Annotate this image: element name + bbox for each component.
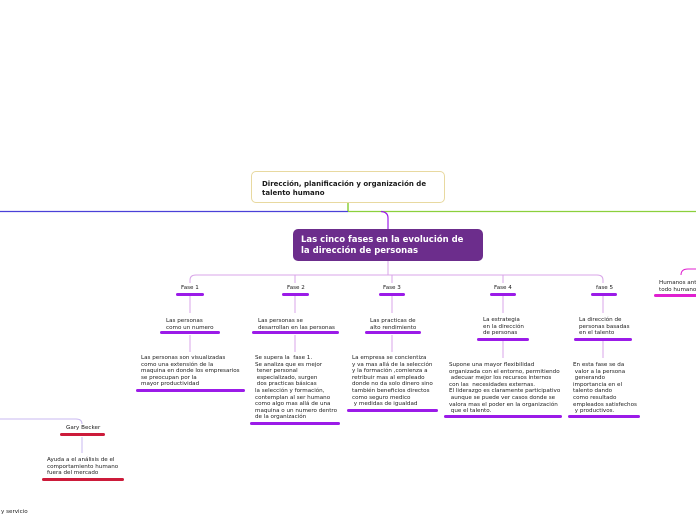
phase-2-title-underline	[252, 331, 339, 334]
edge-text: y servicio	[1, 509, 28, 515]
phase-4-underline	[490, 293, 516, 296]
phase-1-detail[interactable]: Las personas son visualizadas como una extensión de la maquina en donde los empresarios se preocupan por la mayor productividad	[141, 355, 240, 388]
gary-becker-underline	[60, 433, 105, 436]
phase-4-title-underline	[477, 338, 529, 341]
phase-3-detail-underline	[347, 409, 438, 412]
right-branch-label[interactable]: Humanos ant todo humano	[659, 280, 696, 293]
gary-becker-detail-underline	[42, 478, 124, 481]
central-node[interactable]	[293, 229, 483, 261]
phase-3-label[interactable]: Fase 3	[383, 285, 401, 291]
phase-5-detail[interactable]: En esta fase se da valor a la persona generando importancia en el talento dando como resultado empleados satisfechos y productivos.	[573, 362, 637, 415]
phase-4-detail-underline	[444, 415, 562, 418]
phase-3-detail[interactable]: La empresa se concientiza y va mas allá de la selección y la formación ,comienza a retribuir mas al empleado donde no da solo dinero sino también beneficios directos como seguro medico y medidas de igualdad	[352, 355, 433, 408]
top-node-label: Dirección, planificación y organización de talento humano	[262, 180, 427, 197]
phase-1-label[interactable]: Fase 1	[181, 285, 199, 291]
phase-3-title-underline	[365, 331, 421, 334]
phase-4-detail[interactable]: Supone una mayor flexibilidad organizada con el entorno, permitiendo adecuar mejor los recursos internos con las necesidades externas. El liderazgo es claramente participativo aunque se puede ver casos donde se valora mas el poder en la organización que el talento.	[449, 362, 561, 415]
phase-1-title[interactable]: Las personas como un numero	[166, 318, 214, 331]
left-branch-curve	[0, 419, 82, 424]
phase-5-label[interactable]: fase 5	[596, 285, 614, 291]
phase-2-detail[interactable]: Se supera la fase 1. Se analiza que es mejor tener personal especializado, surgen dos practicas básicas la selección y formación, contemplan al ser humano como algo mas allá de una maquina o un numero dentro de la organización	[255, 355, 338, 421]
phase-1-underline	[176, 293, 204, 296]
phase-4-title[interactable]: La estrategia en la dirección de personas	[483, 317, 524, 337]
central-stem	[381, 212, 388, 230]
phase-4-label[interactable]: Fase 4	[494, 285, 512, 291]
central-node-label: Las cinco fases en la evolución de la dirección de personas	[301, 235, 464, 256]
phase-2-title[interactable]: Las personas se desarrollan en las personas	[258, 318, 335, 331]
top-node[interactable]	[251, 171, 445, 203]
phase-2-label[interactable]: Fase 2	[287, 285, 305, 291]
phase-5-underline	[591, 293, 617, 296]
gary-becker-label[interactable]: Gary Becker	[66, 425, 101, 431]
phase-5-detail-underline	[568, 415, 640, 418]
phase-1-detail-underline	[136, 389, 245, 392]
phase-connector	[190, 261, 603, 283]
phase-2-detail-underline	[250, 422, 340, 425]
right-branch-curve	[681, 269, 696, 275]
phase-3-underline	[379, 293, 405, 296]
phase-5-title[interactable]: La dirección de personas basadas en el talento	[579, 317, 630, 337]
phase-1-title-underline	[160, 331, 220, 334]
phase-2-underline	[282, 293, 309, 296]
gary-becker-detail[interactable]: Ayuda a el análisis de el comportamiento humano fuera del mercado	[47, 457, 119, 477]
phase-3-title[interactable]: Las practicas de alto rendimiento	[370, 318, 417, 331]
phase-5-title-underline	[574, 338, 632, 341]
right-branch-underline	[654, 294, 696, 297]
